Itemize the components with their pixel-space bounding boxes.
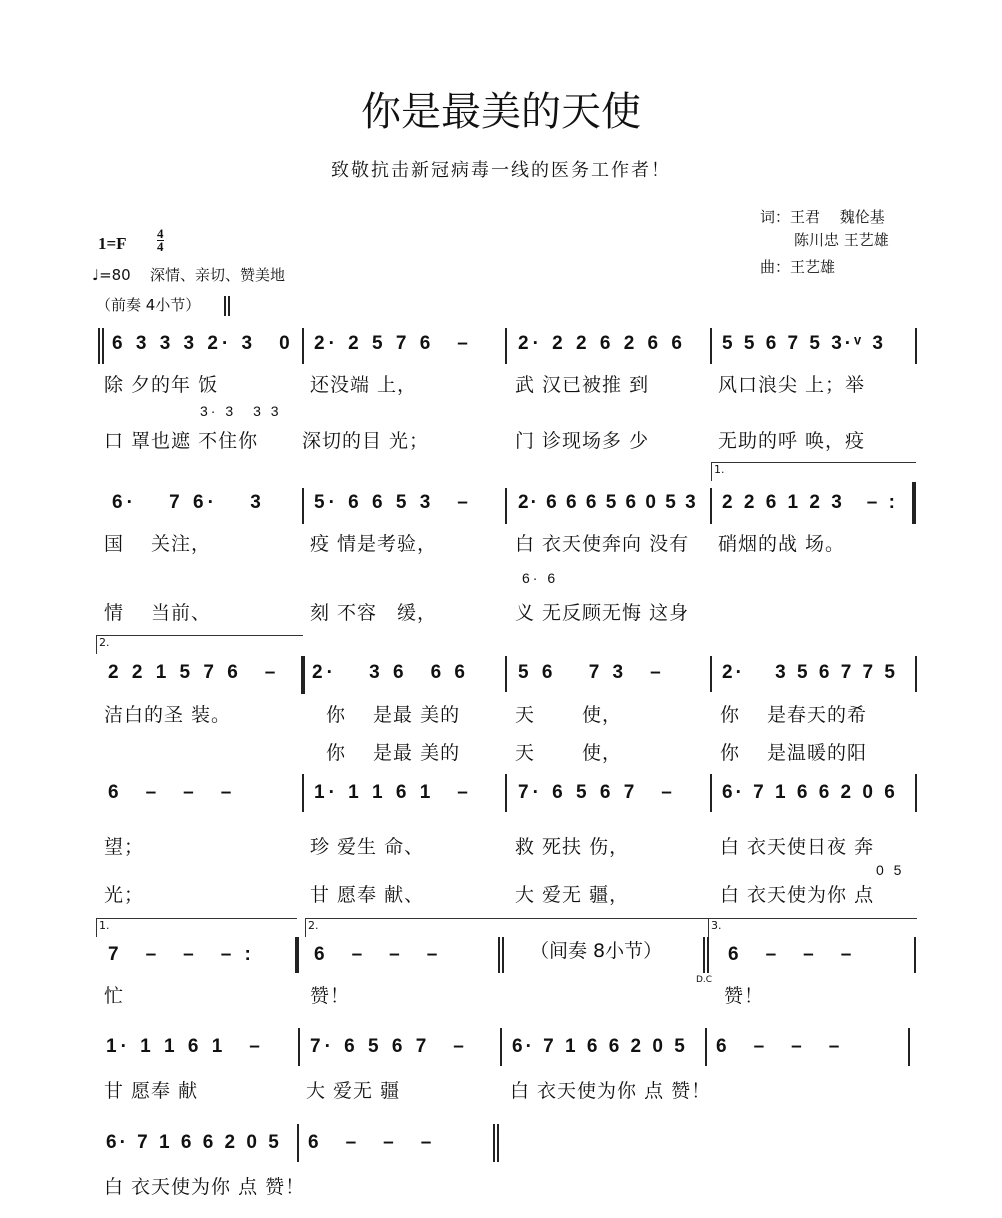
song-title: 你是最美的天使 [361, 89, 641, 135]
volta-1: 1. [96, 918, 297, 937]
measure: 1· 1 1 6 1 – [314, 782, 472, 803]
song-subtitle: 致敬抗击新冠病毒一线的医务工作者！ [331, 160, 671, 181]
lyric: 疫 情是考验， [310, 533, 438, 555]
measure: 6· 7 1 6 6 2 0 6 [722, 782, 898, 803]
measure: 5 5 6 7 5 3·ᵛ 3 [722, 333, 886, 354]
lyric: 甘 愿奉 献 [104, 1080, 199, 1102]
lyric: 你 是温暖的阳 [720, 742, 868, 764]
expression-mark: 深情、亲切、赞美地 [150, 266, 286, 284]
tempo: ♩=80 [92, 266, 131, 284]
lyricists-line-2: 陈川忠 王艺雄 [794, 231, 889, 249]
composer-name: 王艺雄 [790, 258, 836, 276]
measure: 6· 7 1 6 6 2 0 5 [512, 1036, 688, 1057]
lyric: 救 死扶 伤， [515, 836, 630, 858]
lyric: 刻 不容 缓， [310, 602, 438, 624]
lyric: 白 衣天使奔向 没有 [515, 533, 690, 555]
measure: 7· 6 5 6 7 – [518, 782, 676, 803]
measure: 2· 2 2 6 2 6 6 [518, 333, 686, 354]
lyric: 望； [104, 836, 145, 858]
lyric: 无助的呼 唤，疫 [718, 430, 866, 452]
lyric: 还没端 上， [310, 374, 418, 396]
measure: 6 3 3 3 2· 3 0 [112, 333, 294, 354]
lyric: 你 是最 美的 [326, 704, 461, 726]
lyric: 除 夕的年 饭 [104, 374, 219, 396]
time-sig-top: 4 [157, 226, 164, 241]
measure: 2· 2 5 7 6 – [314, 333, 472, 354]
measure: 5 6 7 3 – [518, 662, 665, 683]
measure: 6 – – – [728, 944, 856, 965]
lyric: 洁白的圣 装。 [104, 704, 232, 726]
lyric: 情 当前、 [104, 602, 212, 624]
lyric: 白 衣天使为你 点 赞！ [510, 1080, 712, 1102]
lyrics-label: 词： [760, 208, 791, 226]
volta-2: 2. [305, 918, 708, 937]
key-signature: 1=F [98, 234, 127, 253]
lyric: 白 衣天使日夜 奔 [720, 836, 875, 858]
lyric: 白 衣天使为你 点 [720, 884, 875, 906]
volta-3: 3. [708, 918, 917, 937]
lyric: 口 罩也遮 不住你 [104, 430, 259, 452]
measure: 6· 7 1 6 6 2 0 5 [106, 1132, 282, 1153]
lyric: 大 爱无 疆， [515, 884, 630, 906]
lyric: 甘 愿奉 献、 [310, 884, 425, 906]
lyric: 你 是最 美的 [326, 742, 461, 764]
lyric: 天 使， [515, 704, 623, 726]
lyric: 风口浪尖 上；举 [718, 374, 866, 396]
measure: 7 – – – : [108, 944, 255, 965]
measure: 1· 1 1 6 1 – [106, 1036, 264, 1057]
measure: 5· 6 6 5 3 – [314, 492, 472, 513]
lyric: 赞！ [310, 985, 351, 1007]
measure: 2· 6 6 6 5 6 0 5 3 [518, 492, 698, 513]
volta-2: 2. [96, 635, 303, 654]
lyric: 珍 爱生 命、 [310, 836, 425, 858]
lyric: 赞！ [724, 985, 765, 1007]
lyric: 白 衣天使为你 点 赞！ [104, 1176, 306, 1198]
lyric: 天 使， [515, 742, 623, 764]
alt-notes: 0 5 [876, 862, 905, 878]
music-label: 曲： [760, 258, 791, 276]
lyric: 忙 [104, 985, 125, 1007]
prelude-note: （前奏 4小节） [96, 296, 201, 314]
lyric: 你 是春天的希 [720, 704, 868, 726]
lyricists-credit [760, 208, 885, 226]
measure: 2· 3 6 6 6 [312, 662, 469, 683]
lyric: 国 关注， [104, 533, 212, 555]
composer-credit [760, 258, 835, 276]
measure: 2· 3 5 6 7 7 5 [722, 662, 898, 683]
lyric: 光； [104, 884, 145, 906]
time-signature [157, 228, 164, 253]
lyric: 门 诊现场多 少 [515, 430, 650, 452]
measure: 2 2 1 5 7 6 – [108, 662, 280, 683]
measure: 7· 6 5 6 7 – [310, 1036, 468, 1057]
da-capo-mark: D.C [696, 975, 713, 985]
measure: 6 – – – [314, 944, 442, 965]
lyric: 深切的目 光； [302, 430, 430, 452]
lyric: 武 汉已被推 到 [515, 374, 650, 396]
volta-1: 1. [711, 462, 916, 481]
time-sig-bottom: 4 [157, 239, 164, 254]
lyric: 大 爱无 疆 [306, 1080, 401, 1102]
interlude-note: （间奏 8小节） [530, 940, 663, 962]
alt-notes: 3· 3 3 3 [200, 403, 282, 419]
lyric: 义 无反顾无悔 这身 [515, 602, 690, 624]
measure: 6· 7 6· 3 [112, 492, 265, 513]
lyricists-line-1: 王君 魏伦基 [790, 208, 885, 226]
lyric: 硝烟的战 场。 [718, 533, 846, 555]
measure: 2 2 6 1 2 3 – : [722, 492, 898, 513]
alt-notes: 6· 6 [522, 570, 559, 586]
measure: 6 – – – [716, 1036, 844, 1057]
measure: 6 – – – [308, 1132, 436, 1153]
measure: 6 – – – [108, 782, 236, 803]
